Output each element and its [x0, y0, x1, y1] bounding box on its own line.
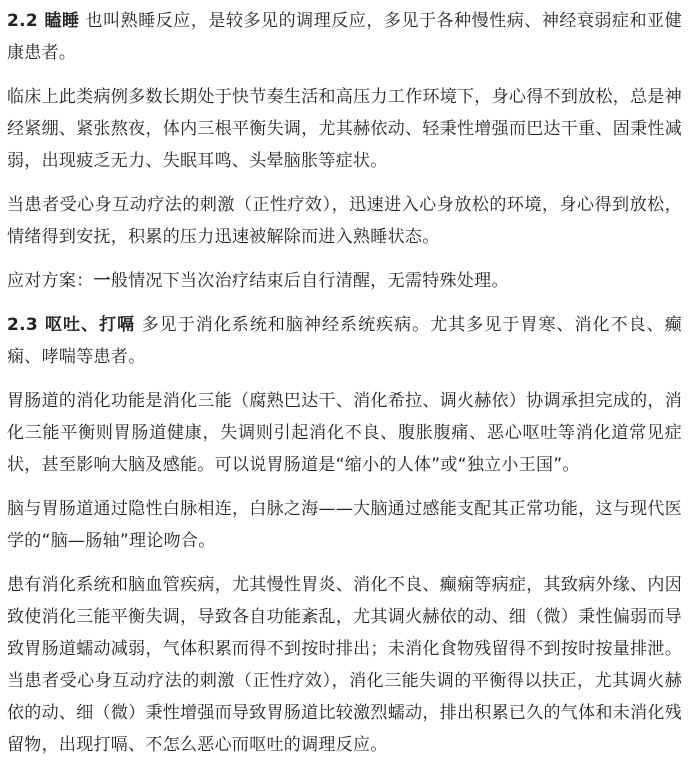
paragraph-body-text: 般情况下当次治疗结束后自行清醒，无需特殊处理。 [110, 271, 509, 291]
paragraph-body-text: 多见于消化系统和脑神经系统疾病。尤其多见于胃寒、消化不良、癫痫、哮喘等患者。 [7, 315, 683, 367]
paragraph-body-text: 脑与胃肠道通过隐性白脉相连，白脉之海——大脑通过感能支配其正常功能，这与现代医学的“脑—肠轴”理论吻合。 [7, 499, 682, 551]
body-paragraph [7, 81, 682, 177]
body-paragraph [7, 189, 682, 253]
paragraph-body-text: 患有消化系统和脑血管疾病，尤其慢性胃炎、消化不良、癫痫等病症，其致病外缘、内因致使消化三能平衡失调，导致各自功能紊乱，尤其调火赫依的动、细（微）秉性偏弱而导致胃肠道蠕动减弱，气体积累而得不到按时排出；未消化食物残留得不到按时按量排泄。当患者受心身互动疗法的刺激（正性疗效），消化三能失调的平衡得以扶正，尤其调火赫依的动、细（微）秉性增强而导致胃肠道比较激烈蠕动，排出积累已久的气体和未消化残留物，出现打嗝、不怎么恶心而呕吐的调理反应。 [7, 575, 682, 755]
body-paragraph [7, 569, 682, 761]
paragraph-body-text: 临床上此类病例多数长期处于快节奏生活和高压力工作环境下，身心得不到放松，总是神经紧绷、紧张熬夜，体内三根平衡失调，尤其赫依动、轻秉性增强而巴达干重、固秉性减弱，出现疲乏无力、失眠耳鸣、头晕脑胀等症状。 [7, 87, 682, 171]
response-plan-paragraph [7, 265, 682, 297]
paragraph-body-text: 胃肠道的消化功能是消化三能（腐熟巴达干、消化希拉、调火赫依）协调承担完成的，消化三能平衡则胃肠道健康，失调则引起消化不良、腹胀腹痛、恶心呕吐等消化道常见症状，甚至影响大脑及感能。可以说胃肠道是“缩小的人体”或“独立小王国”。 [7, 391, 682, 475]
body-paragraph [7, 385, 682, 481]
paragraph-body-text: 当患者受心身互动疗法的刺激（正性疗效），迅速进入心身放松的环境，身心得到放松，情绪得到安抚，积累的压力迅速被解除而进入熟睡状态。 [7, 195, 682, 247]
paragraph-lead-text: 应对方案： [7, 271, 94, 291]
body-paragraph [7, 493, 682, 557]
section-paragraph-2-3-heading [7, 309, 682, 373]
paragraph-bold-char: 一 [93, 271, 111, 291]
section-paragraph-2-2-heading [7, 5, 682, 69]
section-heading-bold: 2.2 瞌睡 [7, 11, 80, 31]
section-heading-bold: 2.3 呕吐、打嗝 [7, 315, 136, 335]
paragraph-body-text: 也叫熟睡反应，是较多见的调理反应，多见于各种慢性病、神经衰弱症和亚健康患者。 [7, 11, 682, 63]
